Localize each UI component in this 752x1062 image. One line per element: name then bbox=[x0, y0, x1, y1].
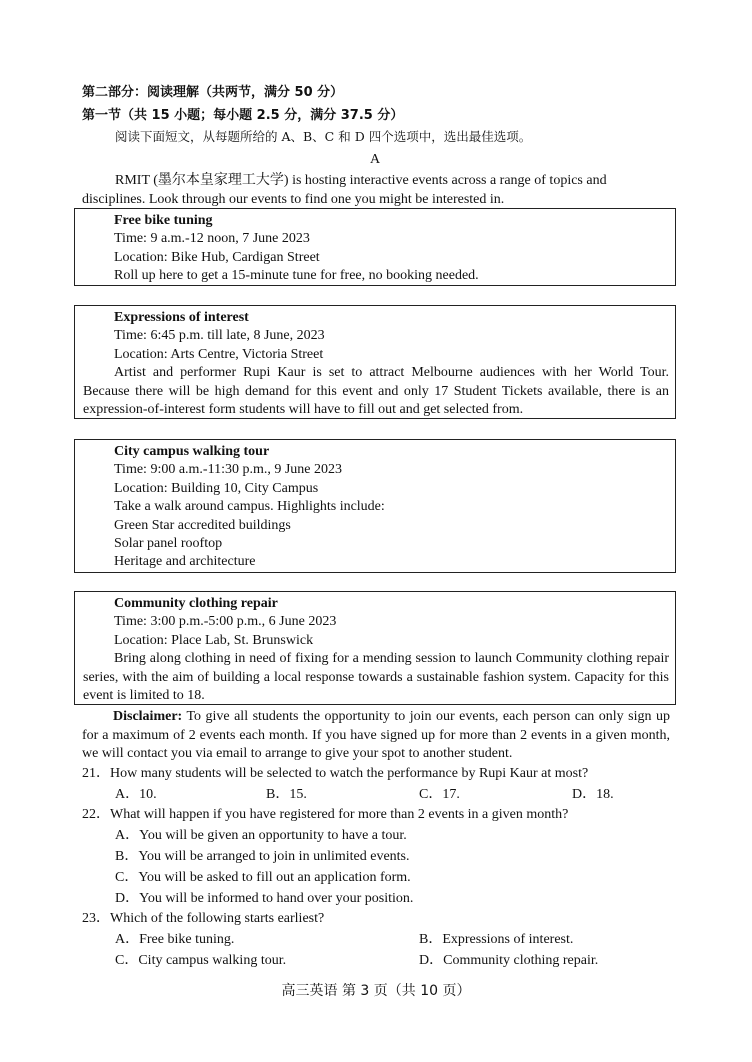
event-title: Expressions of interest bbox=[114, 310, 249, 325]
option-22-c: C．You will be asked to fill out an application form. bbox=[115, 870, 411, 885]
option-22-a: A．You will be given an opportunity to have a tour. bbox=[115, 828, 407, 843]
event-time: Time: 9:00 a.m.-11:30 p.m., 9 June 2023 bbox=[114, 462, 343, 477]
event-time: Time: 3:00 p.m.-5:00 p.m., 6 June 2023 bbox=[114, 614, 337, 629]
option-21-b: B．15. bbox=[266, 787, 307, 802]
option-22-d: D．You will be informed to hand over your position. bbox=[115, 891, 414, 906]
option-21-c: C．17. bbox=[419, 787, 460, 802]
event-card-walking-tour bbox=[74, 439, 676, 573]
subsection-heading: 第一节（共 15 小题；每小题 2.5 分，满分 37.5 分） bbox=[82, 108, 404, 123]
question-number: 23． bbox=[82, 911, 110, 926]
question-number: 21． bbox=[82, 766, 110, 781]
event-location: Location: Place Lab, St. Brunswick bbox=[114, 633, 314, 648]
event-location: Location: Building 10, City Campus bbox=[114, 481, 319, 496]
event-description: Artist and performer Rupi Kaur is set to attract Melbourne audiences with her World Tour. Because there will be high demand for this event and only 17 Student Tickets available, there is an expression-of-interest form students will have to fill out and get selected from. bbox=[83, 365, 669, 417]
intro-line-1: RMIT (墨尔本皇家理工大学) is hosting interactive events across a range of topics and bbox=[115, 173, 607, 188]
question-23-stem bbox=[82, 910, 324, 929]
question-text: How many students will be selected to watch the performance by Rupi Kaur at most? bbox=[110, 766, 589, 781]
highlight-item: Green Star accredited buildings bbox=[114, 518, 291, 533]
question-number: 22． bbox=[82, 807, 110, 822]
event-card-clothing-repair bbox=[74, 591, 676, 705]
event-time: Time: 9 a.m.-12 noon, 7 June 2023 bbox=[114, 231, 310, 246]
option-23-c: C．City campus walking tour. bbox=[115, 953, 287, 968]
event-location: Location: Arts Centre, Victoria Street bbox=[114, 347, 324, 362]
question-text: Which of the following starts earliest? bbox=[110, 911, 325, 926]
question-21-stem bbox=[82, 765, 588, 784]
intro-line-2: disciplines. Look through our events to find one you might be interested in. bbox=[82, 192, 505, 207]
disclaimer-text: To give all students the opportunity to join our events, each person can only sign up for a maximum of 2 events each month. If you have signed up for more than 2 events in a given month, we will contact you via email to arrange to give your spot to another student. bbox=[82, 709, 670, 761]
option-23-a: A．Free bike tuning. bbox=[115, 932, 235, 947]
highlight-item: Solar panel rooftop bbox=[114, 536, 223, 551]
event-description: Roll up here to get a 15-minute tune for free, no booking needed. bbox=[114, 268, 479, 283]
option-23-b: B．Expressions of interest. bbox=[419, 932, 574, 947]
disclaimer-label: Disclaimer: bbox=[113, 709, 183, 724]
option-21-a: A．10. bbox=[115, 787, 157, 802]
event-time: Time: 6:45 p.m. till late, 8 June, 2023 bbox=[114, 328, 325, 343]
event-card-bike-tuning bbox=[74, 208, 676, 286]
instruction-text: 阅读下面短文，从每题所给的 A、B、C 和 D 四个选项中，选出最佳选项。 bbox=[115, 129, 532, 144]
part-heading: 第二部分：阅读理解（共两节，满分 50 分） bbox=[82, 85, 344, 100]
event-location: Location: Bike Hub, Cardigan Street bbox=[114, 250, 320, 265]
event-description: Take a walk around campus. Highlights include: bbox=[114, 499, 385, 514]
page-footer: 高三英语 第 3 页（共 10 页） bbox=[281, 983, 471, 999]
disclaimer-paragraph bbox=[82, 708, 670, 764]
event-title: City campus walking tour bbox=[114, 444, 270, 459]
passage-label: A bbox=[370, 152, 381, 167]
event-description: Bring along clothing in need of fixing for a mending session to launch Community clothing repair series, with the aim of building a local response towards a sustainable fashion system. Capacity for this event is limited to 18. bbox=[83, 651, 669, 703]
question-22-stem bbox=[82, 806, 568, 825]
option-22-b: B．You will be arranged to join in unlimited events. bbox=[115, 849, 410, 864]
option-23-d: D．Community clothing repair. bbox=[419, 953, 599, 968]
highlight-item: Heritage and architecture bbox=[114, 554, 256, 569]
event-title: Free bike tuning bbox=[114, 213, 213, 228]
option-21-d: D．18. bbox=[572, 787, 614, 802]
event-card-expressions-of-interest bbox=[74, 305, 676, 419]
event-title: Community clothing repair bbox=[114, 596, 278, 611]
question-text: What will happen if you have registered for more than 2 events in a given month? bbox=[110, 807, 569, 822]
